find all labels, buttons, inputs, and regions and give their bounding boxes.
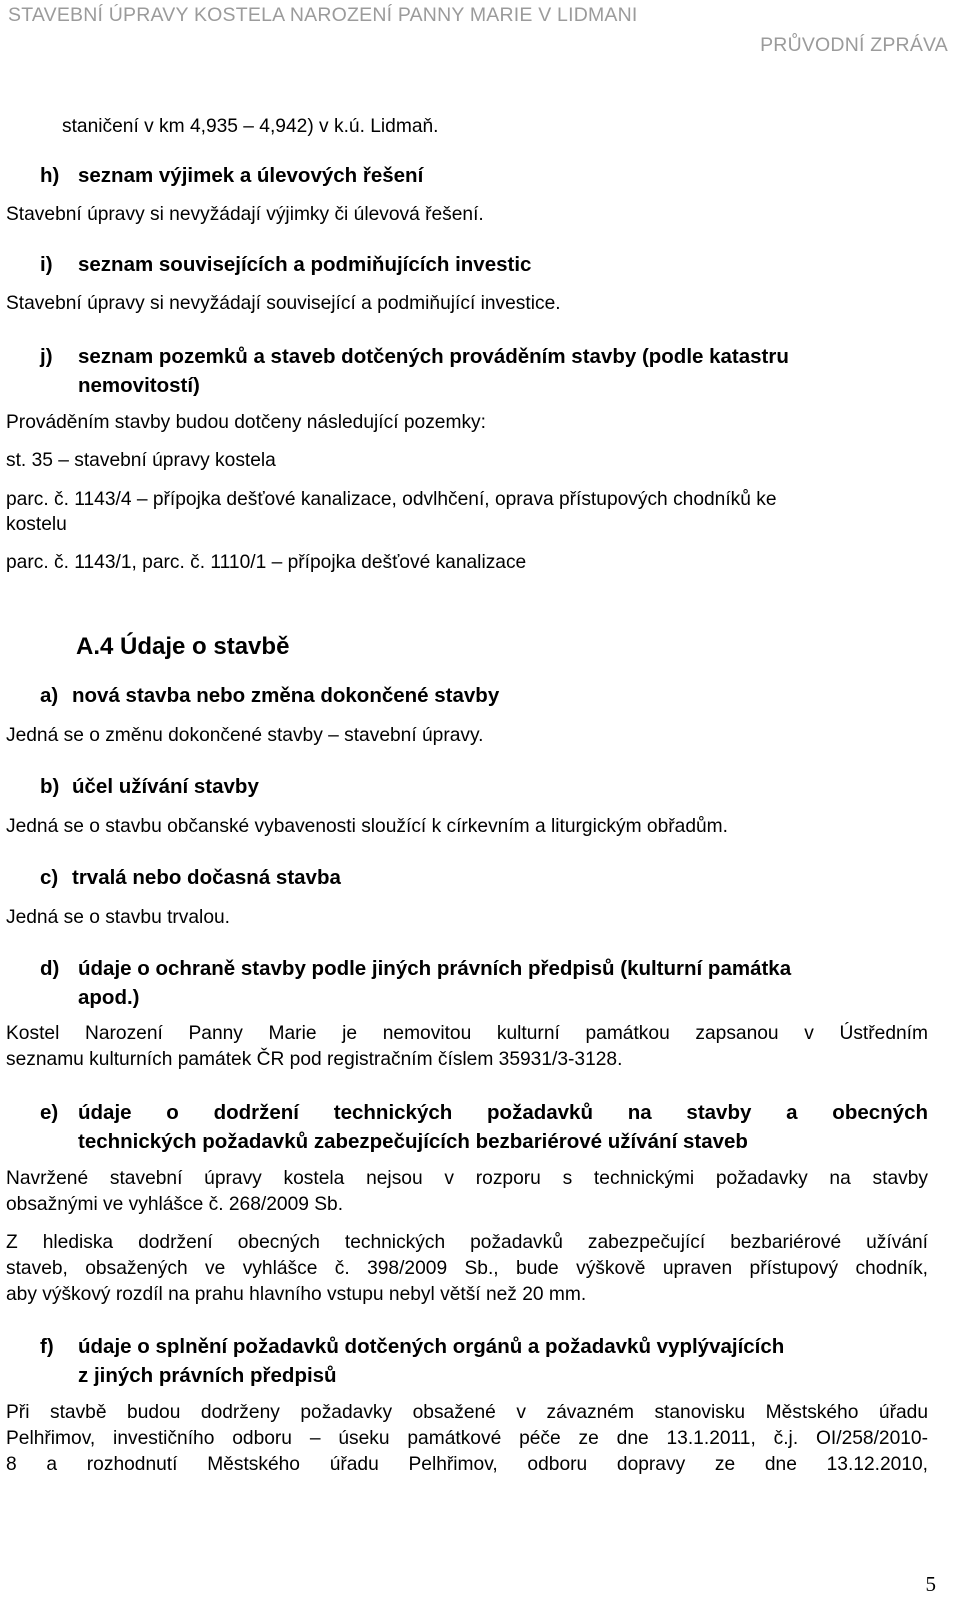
section-heading-a4: A.4 Údaje o stavbě bbox=[76, 633, 290, 660]
section-e-p1-line2: obsažnými ve vyhlášce č. 268/2009 Sb. bbox=[6, 1194, 344, 1215]
section-b-label: b) bbox=[40, 775, 60, 798]
section-a-label: a) bbox=[40, 684, 59, 707]
page-number: 5 bbox=[925, 1572, 936, 1596]
section-f-title-line2: z jiných právních předpisů bbox=[78, 1364, 337, 1387]
running-header-doc-type: PRŮVODNÍ ZPRÁVA bbox=[760, 34, 948, 56]
section-c-text: Jedná se o stavbu trvalou. bbox=[6, 907, 230, 928]
section-i-text: Stavební úpravy si nevyžádají související a podmiňující investice. bbox=[6, 293, 561, 314]
running-header-title: STAVEBNÍ ÚPRAVY KOSTELA NAROZENÍ PANNY MARIE V LIDMANI bbox=[8, 4, 638, 26]
section-f-text-line2: Pelhřimov, investičního odboru – úseku památkové péče ze dne 13.1.2011, č.j. OI/258/2010- bbox=[6, 1428, 928, 1449]
section-d-text-line2: seznamu kulturních památek ČR pod registračním číslem 35931/3-3128. bbox=[6, 1049, 623, 1070]
section-e-title-line1: údaje o dodržení technických požadavků na stavby a obecných bbox=[78, 1101, 928, 1124]
section-e-title-line2: technických požadavků zabezpečujících bezbariérové užívání staveb bbox=[78, 1130, 748, 1153]
section-b-title: účel užívání stavby bbox=[72, 775, 259, 798]
section-h-text: Stavební úpravy si nevyžádají výjimky či úlevová řešení. bbox=[6, 204, 484, 225]
section-j-label: j) bbox=[40, 345, 53, 368]
section-f-label: f) bbox=[40, 1335, 54, 1358]
section-e-label: e) bbox=[40, 1101, 59, 1124]
section-b-text: Jedná se o stavbu občanské vybavenosti sloužící k církevním a liturgickým obřadům. bbox=[6, 816, 728, 837]
section-f-title-line1: údaje o splnění požadavků dotčených orgánů a požadavků vyplývajících bbox=[78, 1335, 785, 1358]
section-f-text-line1: Při stavbě budou dodrženy požadavky obsažené v závazném stanovisku Městského úřadu bbox=[6, 1402, 928, 1423]
parcel-item-1: st. 35 – stavební úpravy kostela bbox=[6, 450, 276, 471]
section-f-text-line3: 8 a rozhodnutí Městského úřadu Pelhřimov, odboru dopravy ze dne 13.12.2010, bbox=[6, 1454, 928, 1475]
section-d-label: d) bbox=[40, 957, 60, 980]
section-d-title-line2: apod.) bbox=[78, 986, 140, 1009]
section-i-title: seznam souvisejících a podmiňujících investic bbox=[78, 253, 532, 276]
section-j-title-line2: nemovitostí) bbox=[78, 374, 200, 397]
section-e-p2-line1: Z hlediska dodržení obecných technických požadavků zabezpečující bezbariérové užívání bbox=[6, 1232, 928, 1253]
intro-line: staničení v km 4,935 – 4,942) v k.ú. Lidmaň. bbox=[62, 116, 439, 137]
section-e-p1-line1: Navržené stavební úpravy kostela nejsou v rozporu s technickými požadavky na stavby bbox=[6, 1168, 928, 1189]
section-c-title: trvalá nebo dočasná stavba bbox=[72, 866, 341, 889]
section-c-label: c) bbox=[40, 866, 59, 889]
section-e-p2-line2: staveb, obsažených ve vyhlášce č. 398/2009 Sb., bude výškově upraven přístupový chodník, bbox=[6, 1258, 928, 1279]
parcel-item-2-line1: parc. č. 1143/4 – přípojka dešťové kanalizace, odvlhčení, oprava přístupových chodníků ke bbox=[6, 489, 777, 510]
parcel-item-2-line2: kostelu bbox=[6, 514, 67, 535]
section-a-title: nová stavba nebo změna dokončené stavby bbox=[72, 684, 500, 707]
section-i-label: i) bbox=[40, 253, 53, 276]
section-d-text-line1: Kostel Narození Panny Marie je nemovitou kulturní památkou zapsanou v Ústředním bbox=[6, 1023, 928, 1044]
section-h-title: seznam výjimek a úlevových řešení bbox=[78, 164, 424, 187]
section-a-text: Jedná se o změnu dokončené stavby – stavební úpravy. bbox=[6, 725, 484, 746]
section-e-p2-line3: aby výškový rozdíl na prahu hlavního vstupu nebyl větší než 20 mm. bbox=[6, 1284, 587, 1305]
section-h-label: h) bbox=[40, 164, 60, 187]
section-d-title-line1: údaje o ochraně stavby podle jiných právních předpisů (kulturní památka bbox=[78, 957, 792, 980]
section-j-intro: Prováděním stavby budou dotčeny následující pozemky: bbox=[6, 412, 486, 433]
section-j-title-line1: seznam pozemků a staveb dotčených prováděním stavby (podle katastru bbox=[78, 345, 789, 368]
parcel-item-3: parc. č. 1143/1, parc. č. 1110/1 – přípojka dešťové kanalizace bbox=[6, 552, 527, 573]
